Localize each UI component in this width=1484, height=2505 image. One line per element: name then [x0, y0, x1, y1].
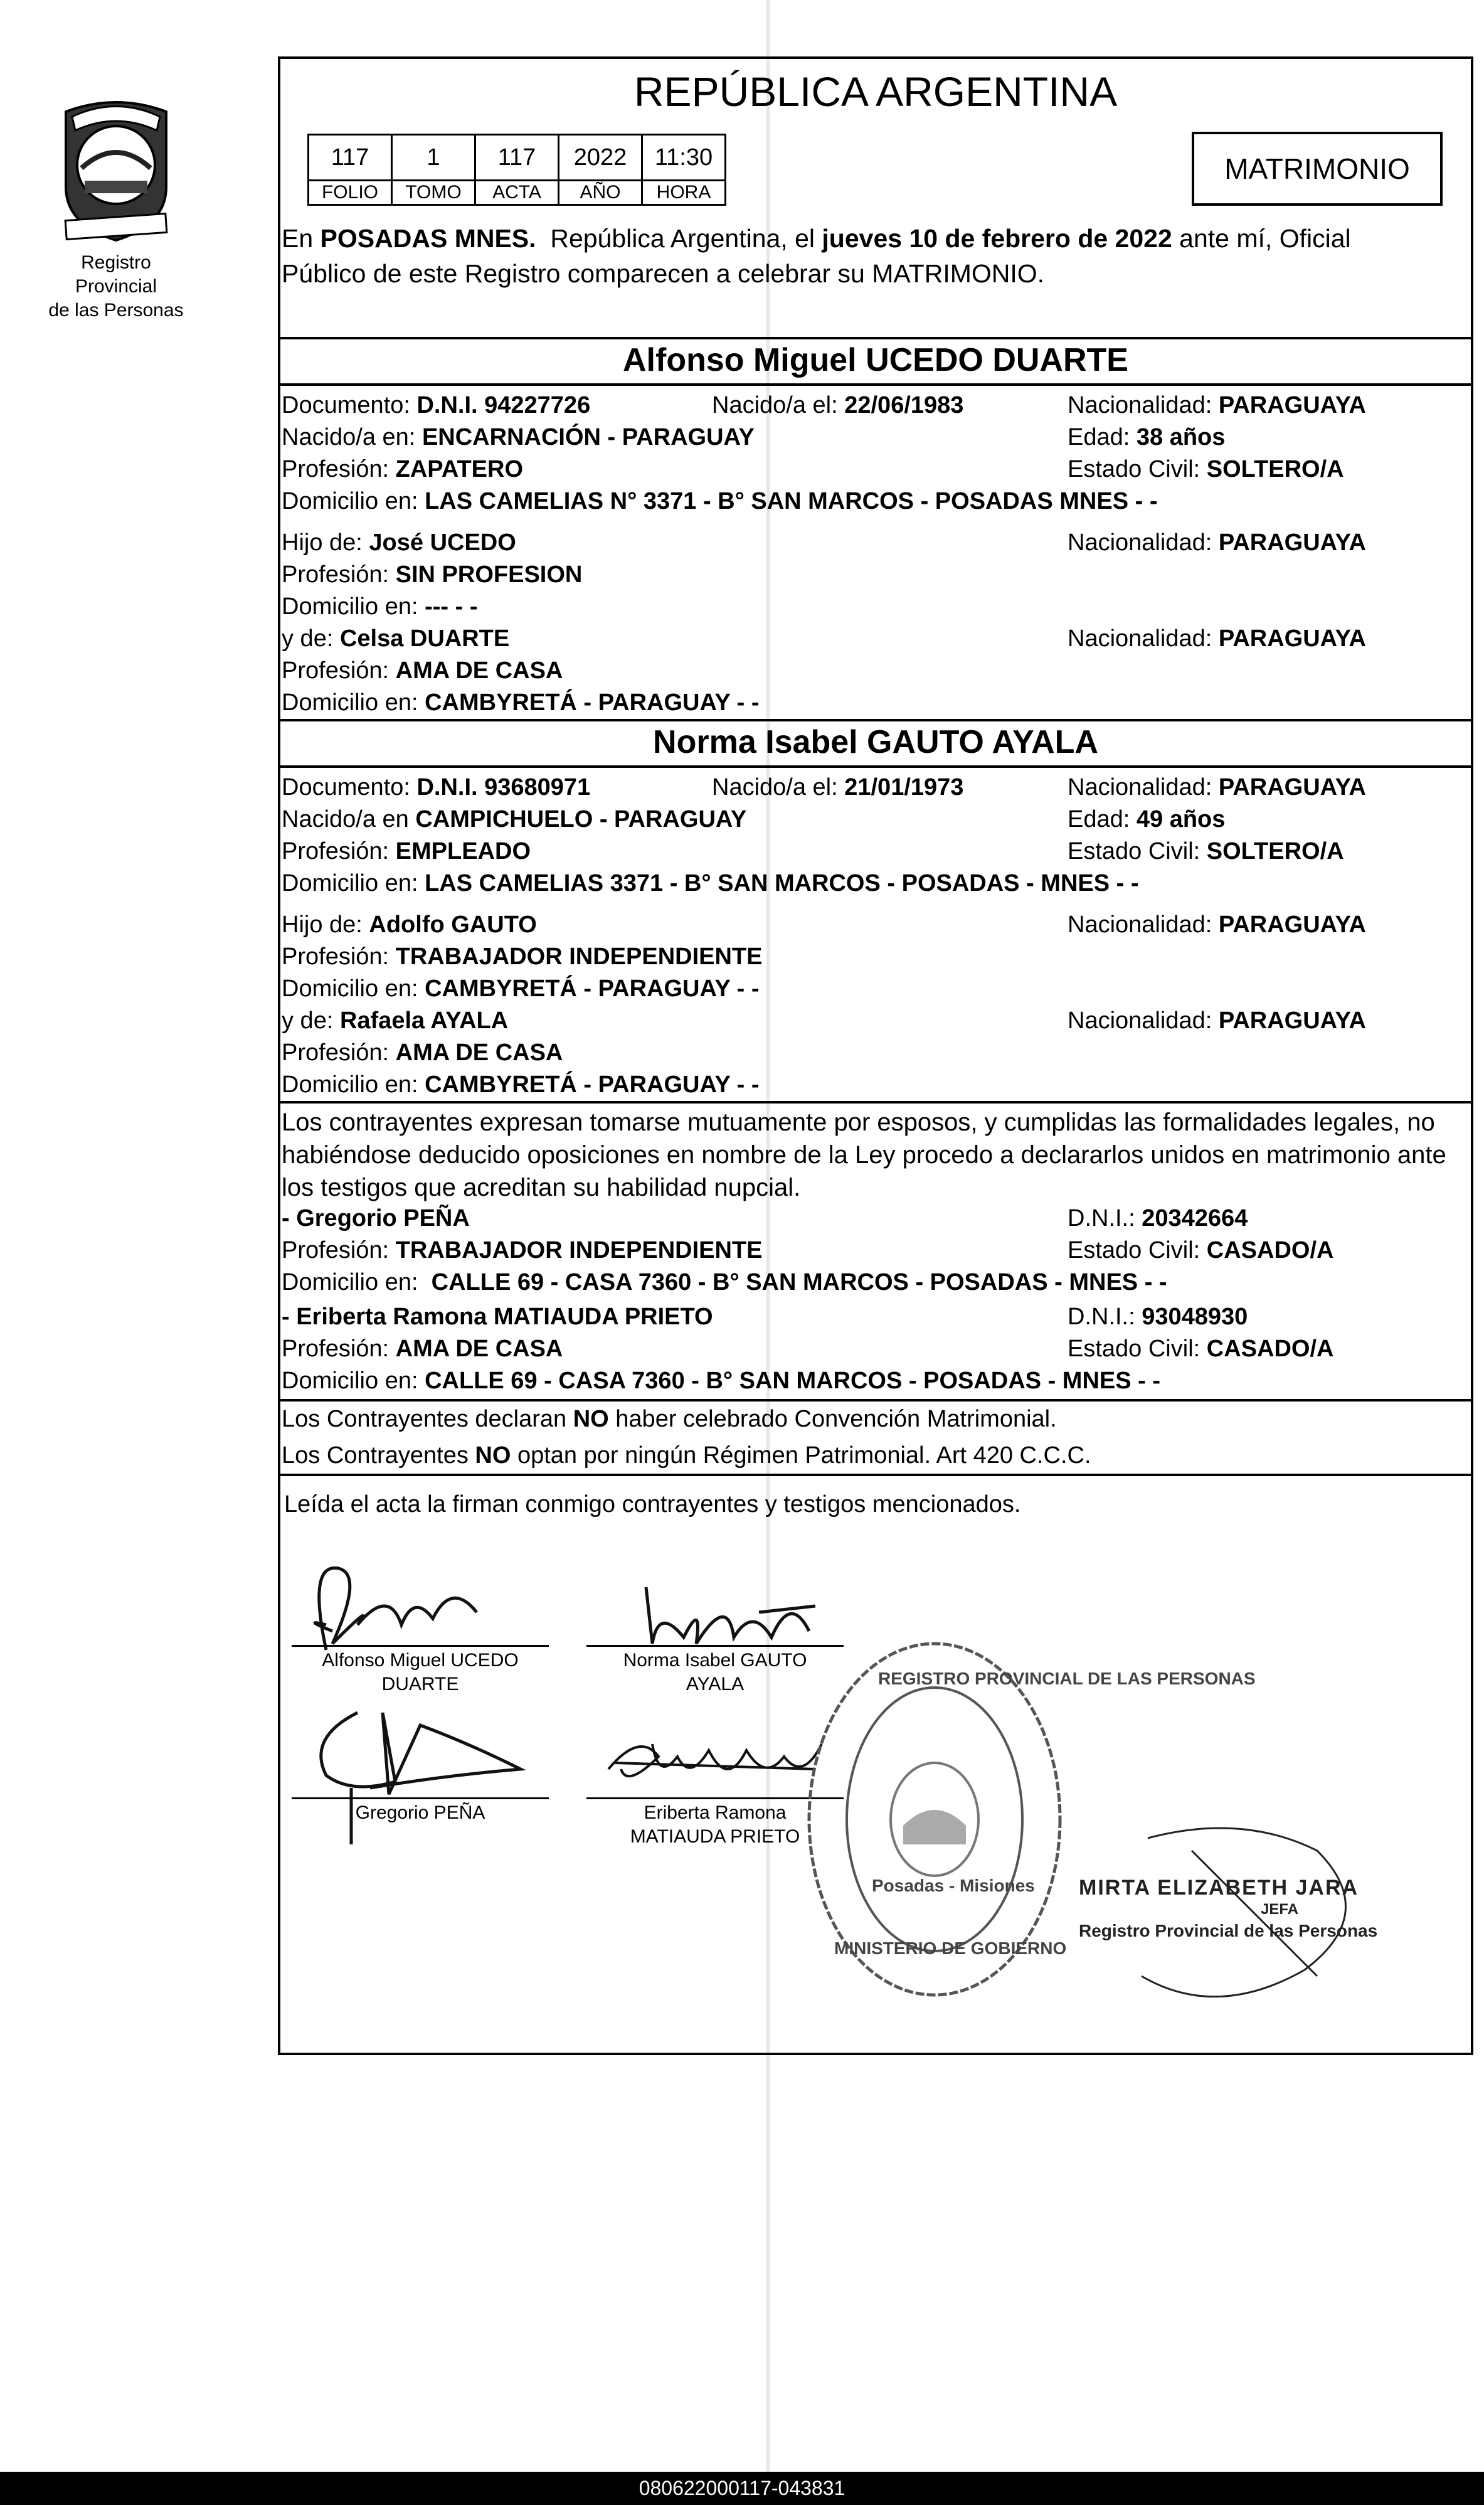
official-role: JEFA — [1261, 1901, 1299, 1918]
logo-caption — [38, 251, 194, 322]
intro-text-3: ante mí, Oficial — [1172, 224, 1351, 253]
intro-place: POSADAS MNES. — [320, 224, 536, 253]
witness2-profession: Profesión: AMA DE CASA — [282, 1336, 563, 1362]
witness1-civil-status: Estado Civil: CASADO/A — [1068, 1237, 1334, 1263]
hora-value: 11:30 — [642, 135, 726, 181]
spouse1-birth-date: Nacido/a el: 22/06/1983 — [712, 392, 964, 418]
witness2-name: - Eriberta Ramona MATIAUDA PRIETO — [282, 1304, 713, 1330]
official-stamp — [1054, 1813, 1405, 2020]
spouse1-documento: Documento: D.N.I. 94227726 — [282, 392, 591, 418]
spouse2-mother-nationality: Nacionalidad: PARAGUAYA — [1068, 1008, 1366, 1034]
logo-caption-line1: Registro Provincial — [75, 252, 157, 297]
spouse2-father-nationality: Nacionalidad: PARAGUAYA — [1068, 912, 1366, 938]
intro-paragraph — [282, 221, 1473, 291]
spouse1-nationality: Nacionalidad: PARAGUAYA — [1068, 392, 1366, 418]
official-name: MIRTA ELIZABETH JARA — [1079, 1876, 1359, 1900]
spouse2-father-profession: Profesión: TRABAJADOR INDEPENDIENTE — [282, 944, 763, 970]
acta-label: ACTA — [475, 181, 559, 205]
spouse1-profession: Profesión: ZAPATERO — [282, 456, 524, 482]
spouse2-mother-address: Domicilio en: CAMBYRETÁ - PARAGUAY - - — [282, 1072, 760, 1098]
convention-line-2: Los Contrayentes NO optan por ningún Régimen Patrimonial. Art 420 C.C.C. — [282, 1442, 1091, 1469]
witness1-address: Domicilio en: CALLE 69 - CASA 7360 - B° SAN MARCOS - POSADAS - MNES - - — [282, 1269, 1167, 1295]
tomo-value: 1 — [392, 135, 475, 181]
anio-value: 2022 — [559, 135, 642, 181]
spouse2-birth-place: Nacido/a en CAMPICHUELO - PARAGUAY — [282, 806, 747, 832]
spouse2-profession: Profesión: EMPLEADO — [282, 838, 531, 864]
declaration-line-3: los testigos que acreditan su habilidad nupcial. — [282, 1174, 801, 1201]
signature-line — [292, 1645, 549, 1647]
spouse1-age: Edad: 38 años — [1068, 424, 1226, 450]
witness2-civil-status: Estado Civil: CASADO/A — [1068, 1336, 1334, 1362]
signature-witness1 — [307, 1700, 546, 1851]
seal-ring-top: REGISTRO PROVINCIAL DE LAS PERSONAS — [878, 1669, 1256, 1688]
record-header-table — [307, 134, 726, 206]
spouse1-father: Hijo de: José UCEDO — [282, 529, 516, 556]
signature-spouse1 — [289, 1550, 552, 1656]
spouse2-nationality: Nacionalidad: PARAGUAYA — [1068, 774, 1366, 800]
intro-text-2: República Argentina, el — [536, 224, 822, 253]
document-title: REPÚBLICA ARGENTINA — [633, 68, 1118, 115]
footer-barcode-text: 080622000117-043831 — [0, 2472, 1484, 2505]
spouse2-name: Norma Isabel GAUTO AYALA — [653, 724, 1098, 760]
spouse1-address: Domicilio en: LAS CAMELIAS N° 3371 - B° SAN MARCOS - POSADAS MNES - - — [282, 488, 1158, 514]
seal-ring-bottom: MINISTERIO DE GOBIERNO — [834, 1939, 1067, 1958]
spouse1-father-profession: Profesión: SIN PROFESION — [282, 561, 583, 588]
closing-text: Leída el acta la firman conmigo contrayentes y testigos mencionados. — [284, 1491, 1021, 1518]
convention-line-1: Los Contrayentes declaran NO haber celebrado Convención Matrimonial. — [282, 1406, 1057, 1432]
spouse1-name: Alfonso Miguel UCEDO DUARTE — [623, 342, 1128, 378]
tomo-label: TOMO — [392, 181, 475, 205]
record-type-box: MATRIMONIO — [1192, 132, 1443, 206]
divider — [278, 337, 1473, 339]
spouse2-documento: Documento: D.N.I. 93680971 — [282, 774, 591, 800]
folio-value: 117 — [309, 135, 392, 181]
intro-line-2: Público de este Registro comparecen a celebrar su MATRIMONIO. — [282, 259, 1045, 288]
divider — [278, 719, 1473, 721]
declaration-line-1: Los contrayentes expresan tomarse mutuamente por esposos, y cumplidas las formalidades legales, no — [282, 1109, 1435, 1136]
spouse1-mother-nationality: Nacionalidad: PARAGUAYA — [1068, 625, 1366, 652]
spouse2-age: Edad: 49 años — [1068, 806, 1226, 832]
spouse1-mother: y de: Celsa DUARTE — [282, 625, 510, 652]
spouse1-father-nationality: Nacionalidad: PARAGUAYA — [1068, 529, 1366, 556]
signature-line — [292, 1797, 549, 1799]
witness2-dni: D.N.I.: 93048930 — [1068, 1304, 1248, 1330]
divider — [278, 1399, 1473, 1401]
seal-place: Posadas - Misiones — [872, 1876, 1035, 1895]
declaration-paragraph — [282, 1106, 1470, 1204]
declaration-line-2: habiéndose deducido oposiciones en nombre de la Ley procedo a declararlos unidos en matrimonio ante — [282, 1141, 1446, 1169]
divider — [278, 1101, 1473, 1104]
province-shield-logo — [53, 93, 179, 243]
signature-label-witness1: Gregorio PEÑA — [355, 1802, 485, 1823]
signature-label-spouse2: Norma Isabel GAUTO AYALA — [623, 1650, 807, 1694]
divider — [278, 765, 1473, 768]
witness1-dni: D.N.I.: 20342664 — [1068, 1205, 1248, 1231]
spouse2-civil-status: Estado Civil: SOLTERO/A — [1068, 838, 1344, 864]
spouse2-mother-profession: Profesión: AMA DE CASA — [282, 1040, 563, 1066]
official-office: Registro Provincial de las Personas — [1079, 1921, 1378, 1940]
divider — [278, 383, 1473, 386]
spouse2-father: Hijo de: Adolfo GAUTO — [282, 912, 537, 938]
spouse1-father-address: Domicilio en: --- - - — [282, 593, 478, 620]
folio-label: FOLIO — [309, 181, 392, 205]
intro-text-1: En — [282, 224, 321, 253]
spouse1-birth-place: Nacido/a en: ENCARNACIÓN - PARAGUAY — [282, 424, 755, 450]
spouse1-civil-status: Estado Civil: SOLTERO/A — [1068, 456, 1344, 482]
anio-label: AÑO — [559, 181, 642, 205]
spouse2-address: Domicilio en: LAS CAMELIAS 3371 - B° SAN MARCOS - POSADAS - MNES - - — [282, 870, 1139, 896]
acta-value: 117 — [475, 135, 559, 181]
spouse2-mother: y de: Rafaela AYALA — [282, 1008, 509, 1034]
spouse2-father-address: Domicilio en: CAMBYRETÁ - PARAGUAY - - — [282, 976, 760, 1002]
witness1-profession: Profesión: TRABAJADOR INDEPENDIENTE — [282, 1237, 763, 1263]
spouse2-birth-date: Nacido/a el: 21/01/1973 — [712, 774, 964, 800]
signature-label-spouse1: Alfonso Miguel UCEDO DUARTE — [322, 1650, 519, 1694]
witness1-name: - Gregorio PEÑA — [282, 1205, 470, 1231]
logo-caption-line2: de las Personas — [48, 300, 184, 321]
signature-label-witness2: Eriberta Ramona MATIAUDA PRIETO — [630, 1802, 800, 1847]
spouse1-mother-address: Domicilio en: CAMBYRETÁ - PARAGUAY - - — [282, 689, 760, 716]
witness2-address: Domicilio en: CALLE 69 - CASA 7360 - B° SAN MARCOS - POSADAS - MNES - - — [282, 1368, 1161, 1394]
intro-date: jueves 10 de febrero de 2022 — [822, 224, 1172, 253]
divider — [278, 1474, 1473, 1476]
spouse1-mother-profession: Profesión: AMA DE CASA — [282, 657, 563, 684]
hora-label: HORA — [642, 181, 726, 205]
